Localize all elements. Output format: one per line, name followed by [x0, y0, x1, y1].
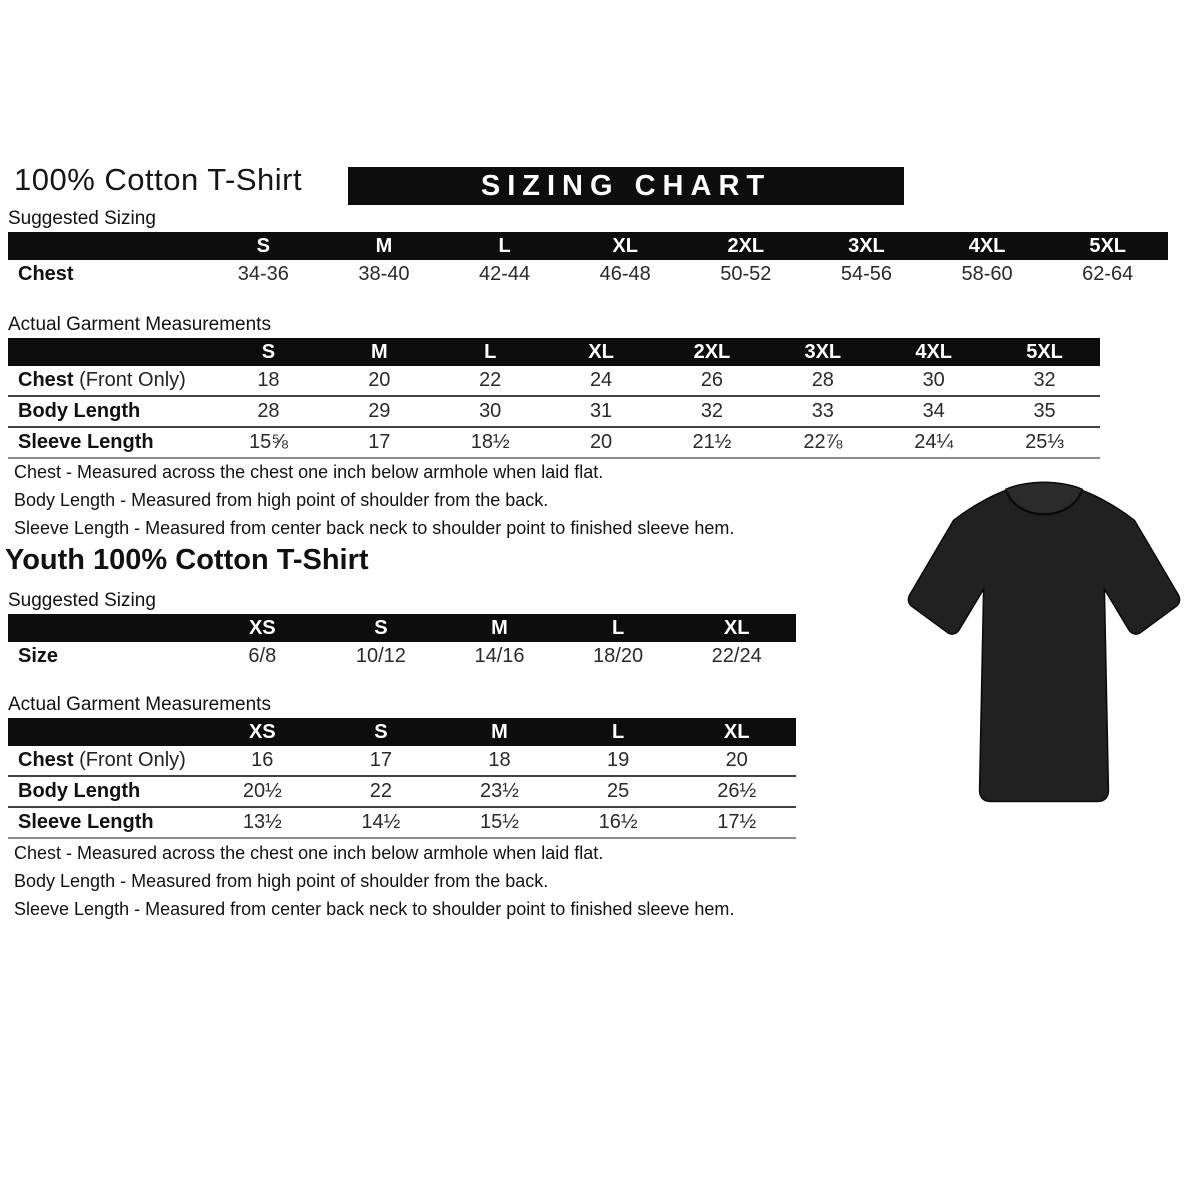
table-corner-cell	[8, 614, 203, 642]
measurement-value: 18	[488, 749, 511, 771]
size-column-header: XS	[203, 614, 322, 642]
row-label: Chest	[18, 263, 74, 285]
measurement-value: 16	[251, 749, 274, 771]
table-corner-cell	[8, 338, 213, 366]
measurement-value: 31	[546, 396, 657, 427]
measurement-value: 17	[369, 749, 393, 771]
measurement-value: 20	[368, 369, 391, 391]
size-column-header: M	[440, 614, 559, 642]
youth-suggested-sizing-table	[8, 614, 796, 671]
youth-section-title: Youth 100% Cotton T-Shirt	[5, 544, 369, 576]
measurement-value: 20	[725, 749, 748, 771]
measurement-value: 22⅞	[767, 427, 878, 458]
size-header-row	[8, 338, 1100, 366]
measurement-value: 32	[1033, 369, 1056, 391]
measurement-value: 22	[322, 776, 441, 807]
measurement-value: 34	[878, 396, 989, 427]
size-column-header: 2XL	[686, 232, 807, 260]
measurement-value: 18	[257, 369, 280, 391]
size-column-header: 3XL	[767, 338, 878, 366]
measurement-value: 38-40	[358, 263, 410, 285]
measurement-row-sleeve-length	[8, 807, 796, 838]
measurement-value: 19	[606, 749, 630, 771]
measurement-value: 15⅝	[213, 427, 324, 458]
measurement-value: 15½	[440, 807, 559, 838]
measurement-value: 33	[767, 396, 878, 427]
adult-section-title: 100% Cotton T-Shirt	[14, 162, 303, 197]
size-column-header: M	[324, 338, 435, 366]
size-header-row	[8, 232, 1168, 260]
measurement-value: 58-60	[961, 263, 1013, 285]
measurement-value: 22/24	[711, 645, 762, 667]
size-column-header: M	[440, 718, 559, 746]
size-column-header: XL	[677, 614, 796, 642]
youth-actual-measurements-table	[8, 718, 796, 839]
black-tshirt-photo	[893, 476, 1195, 824]
size-column-header: L	[444, 232, 565, 260]
adult-actual-measurements-heading: Actual Garment Measurements	[8, 314, 271, 335]
table-corner-cell	[8, 718, 203, 746]
youth-actual-measurements-heading: Actual Garment Measurements	[8, 694, 271, 715]
note-body-length: Body Length - Measured from high point of shoulder from the back.	[14, 871, 549, 891]
measurement-value: 28	[213, 396, 324, 427]
measurement-value: 23½	[440, 776, 559, 807]
size-column-header: 3XL	[806, 232, 927, 260]
adult-measurement-notes	[14, 458, 734, 542]
measurement-value: 34-36	[237, 263, 289, 285]
row-label: Size	[18, 645, 59, 667]
note-body-length: Body Length - Measured from high point of shoulder from the back.	[14, 490, 549, 510]
size-column-header: S	[322, 718, 441, 746]
measurement-value: 30	[922, 369, 945, 391]
row-label: Body Length	[8, 776, 203, 807]
youth-measurement-notes	[14, 839, 734, 923]
size-column-header: XL	[546, 338, 657, 366]
measurement-value: 18½	[435, 427, 546, 458]
size-column-header: L	[559, 614, 678, 642]
measurement-value: 17	[324, 427, 435, 458]
measurement-row-chest	[8, 746, 796, 776]
measurement-row-size	[8, 642, 796, 671]
size-header-row	[8, 614, 796, 642]
tshirt-body-shape	[908, 482, 1179, 801]
adult-suggested-sizing-heading: Suggested Sizing	[8, 208, 156, 229]
size-column-header: M	[324, 232, 445, 260]
measurement-value: 24	[589, 369, 613, 391]
note-chest: Chest - Measured across the chest one inch below armhole when laid flat.	[14, 843, 604, 863]
measurement-row-body-length	[8, 396, 1100, 427]
measurement-value: 14½	[322, 807, 441, 838]
measurement-value: 62-64	[1082, 263, 1134, 285]
measurement-value: 42-44	[478, 263, 531, 285]
measurement-row-sleeve-length	[8, 427, 1100, 458]
measurement-value: 50-52	[720, 263, 772, 285]
measurement-value: 32	[657, 396, 768, 427]
measurement-value: 20½	[203, 776, 322, 807]
measurement-value: 25⅓	[989, 427, 1100, 458]
adult-suggested-sizing-table	[8, 232, 1168, 289]
size-column-header: 5XL	[1047, 232, 1168, 260]
measurement-value: 35	[989, 396, 1100, 427]
row-label: Sleeve Length	[8, 807, 203, 838]
note-chest: Chest - Measured across the chest one inch below armhole when laid flat.	[14, 462, 604, 482]
measurement-value: 16½	[559, 807, 678, 838]
size-column-header: S	[213, 338, 324, 366]
measurement-value: 6/8	[248, 645, 277, 667]
measurement-value: 10/12	[355, 645, 406, 667]
table-corner-cell	[8, 232, 203, 260]
sizing-chart-banner-label: SIZING CHART	[480, 169, 772, 202]
adult-actual-measurements-table	[8, 338, 1100, 459]
sizing-chart-banner	[348, 167, 904, 205]
measurement-value: 28	[811, 369, 834, 391]
measurement-value: 14/16	[474, 645, 525, 667]
size-column-header: S	[203, 232, 324, 260]
size-column-header: L	[559, 718, 678, 746]
size-column-header: 4XL	[878, 338, 989, 366]
size-column-header: XL	[565, 232, 686, 260]
size-column-header: L	[435, 338, 546, 366]
measurement-value: 22	[479, 369, 502, 391]
size-column-header: XS	[203, 718, 322, 746]
row-label: Chest (Front Only)	[18, 369, 186, 391]
measurement-value: 30	[435, 396, 546, 427]
measurement-value: 26	[700, 369, 724, 391]
measurement-row	[8, 260, 1168, 289]
size-header-row	[8, 718, 796, 746]
measurement-value: 46-48	[599, 263, 651, 285]
measurement-value: 54-56	[840, 263, 893, 285]
measurement-value: 13½	[203, 807, 322, 838]
size-column-header: XL	[677, 718, 796, 746]
note-sleeve-length: Sleeve Length - Measured from center back neck to shoulder point to finished sleeve hem.	[14, 899, 735, 919]
measurement-value: 24¼	[878, 427, 989, 458]
measurement-row-chest	[8, 366, 1100, 396]
size-column-header: S	[322, 614, 441, 642]
measurement-value: 21½	[657, 427, 768, 458]
youth-suggested-sizing-heading: Suggested Sizing	[8, 590, 156, 611]
measurement-value: 29	[324, 396, 435, 427]
measurement-value: 25	[559, 776, 678, 807]
row-label: Sleeve Length	[8, 427, 213, 458]
row-label: Body Length	[8, 396, 213, 427]
measurement-value: 18/20	[593, 645, 644, 667]
size-column-header: 4XL	[927, 232, 1048, 260]
measurement-value: 26½	[677, 776, 796, 807]
note-sleeve-length: Sleeve Length - Measured from center back neck to shoulder point to finished sleeve hem.	[14, 518, 735, 538]
row-label: Chest (Front Only)	[18, 749, 186, 771]
measurement-row-body-length	[8, 776, 796, 807]
measurement-value: 17½	[677, 807, 796, 838]
measurement-value: 20	[546, 427, 657, 458]
size-column-header: 5XL	[989, 338, 1100, 366]
size-column-header: 2XL	[657, 338, 768, 366]
